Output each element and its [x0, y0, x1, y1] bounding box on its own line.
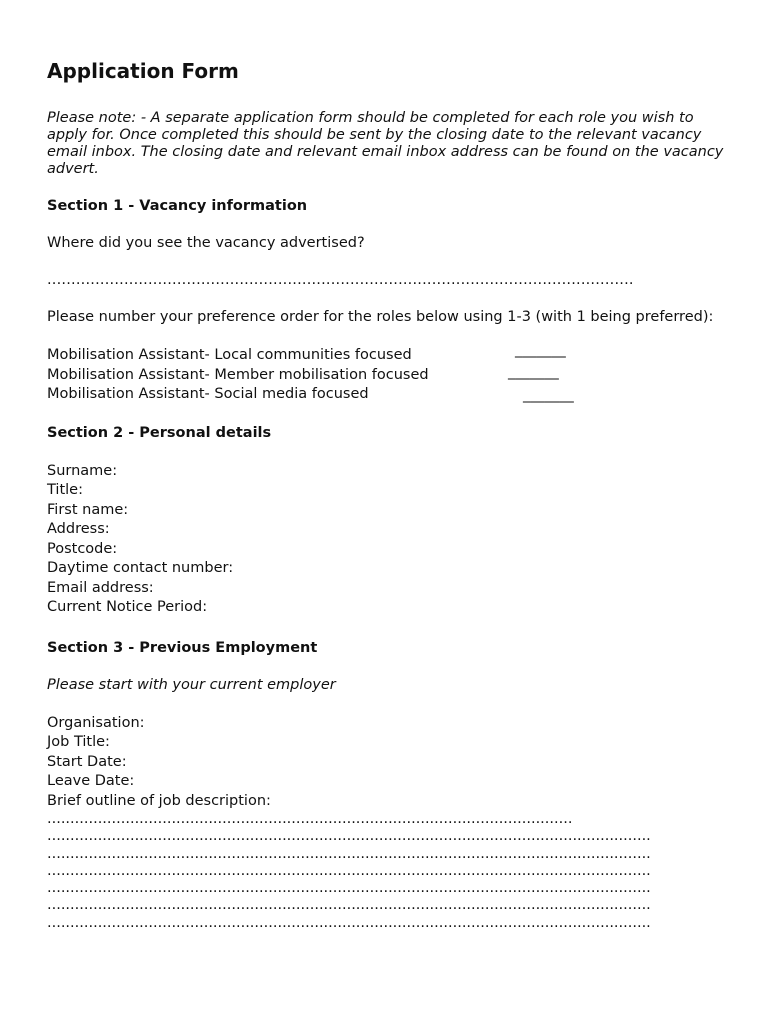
- start-date-field[interactable]: Start Date:: [47, 753, 127, 770]
- preference-prompt: Please number your preference order for the roles below using 1-3 (with 1 being preferred):: [47, 309, 714, 325]
- role-preference-list: [47, 342, 727, 405]
- description-line[interactable]: ...................................................................................................................................: [47, 845, 651, 862]
- role-row: [47, 385, 727, 405]
- notice-period-field[interactable]: Current Notice Period:: [47, 599, 208, 615]
- organisation-field[interactable]: Organisation:: [47, 714, 145, 731]
- vacancy-source-question: Where did you see the vacancy advertised?: [47, 235, 365, 251]
- role-label: Mobilisation Assistant- Member mobilisation focused: [47, 366, 429, 383]
- role-preference-blank[interactable]: _______: [523, 387, 574, 403]
- vacancy-source-answer-line[interactable]: ..........................................................................................................................: [47, 272, 634, 288]
- description-line[interactable]: ...................................................................................................................................: [47, 880, 651, 897]
- surname-field[interactable]: Surname:: [47, 462, 118, 479]
- personal-details-fields: [47, 462, 727, 618]
- daytime-contact-field[interactable]: Daytime contact number:: [47, 560, 234, 576]
- employment-fields: [47, 714, 727, 812]
- address-field[interactable]: Address:: [47, 521, 110, 537]
- intro-note: Please note: - A separate application form should be completed for each role you wish to apply for. Once completed this should be sent by the closing date to the relevant vacancy email inbox. The closing date and relevant email inbox address can be found on the vacancy advert.: [47, 110, 724, 177]
- page-title: Application Form: [47, 59, 239, 83]
- email-address-field[interactable]: Email address:: [47, 579, 154, 596]
- section-1-heading: Section 1 - Vacancy information: [47, 198, 308, 214]
- job-description-label: Brief outline of job description:: [47, 792, 271, 809]
- role-row: [47, 342, 727, 366]
- postcode-field[interactable]: Postcode:: [47, 540, 118, 557]
- section-2-heading: Section 2 - Personal details: [47, 424, 272, 441]
- title-field[interactable]: Title:: [47, 482, 83, 498]
- description-line[interactable]: ...................................................................................................................................: [47, 862, 651, 879]
- role-preference-blank[interactable]: _______: [515, 342, 566, 358]
- role-label: Mobilisation Assistant- Social media focused: [47, 386, 369, 402]
- job-description-lines[interactable]: [47, 811, 727, 932]
- employment-instruction: Please start with your current employer: [47, 676, 336, 693]
- description-line[interactable]: ..................................................................................................................: [47, 811, 573, 827]
- leave-date-field[interactable]: Leave Date:: [47, 773, 135, 789]
- description-line[interactable]: ...................................................................................................................................: [47, 914, 651, 931]
- job-title-field[interactable]: Job Title:: [47, 734, 110, 750]
- description-line[interactable]: ...................................................................................................................................: [47, 897, 651, 914]
- application-form-page: [47, 58, 727, 932]
- role-row: [47, 363, 727, 386]
- role-label: Mobilisation Assistant- Local communities focused: [47, 347, 412, 363]
- description-line[interactable]: ...................................................................................................................................: [47, 828, 651, 845]
- first-name-field[interactable]: First name:: [47, 501, 129, 518]
- role-preference-blank[interactable]: _______: [508, 363, 559, 380]
- section-3-heading: Section 3 - Previous Employment: [47, 639, 318, 656]
